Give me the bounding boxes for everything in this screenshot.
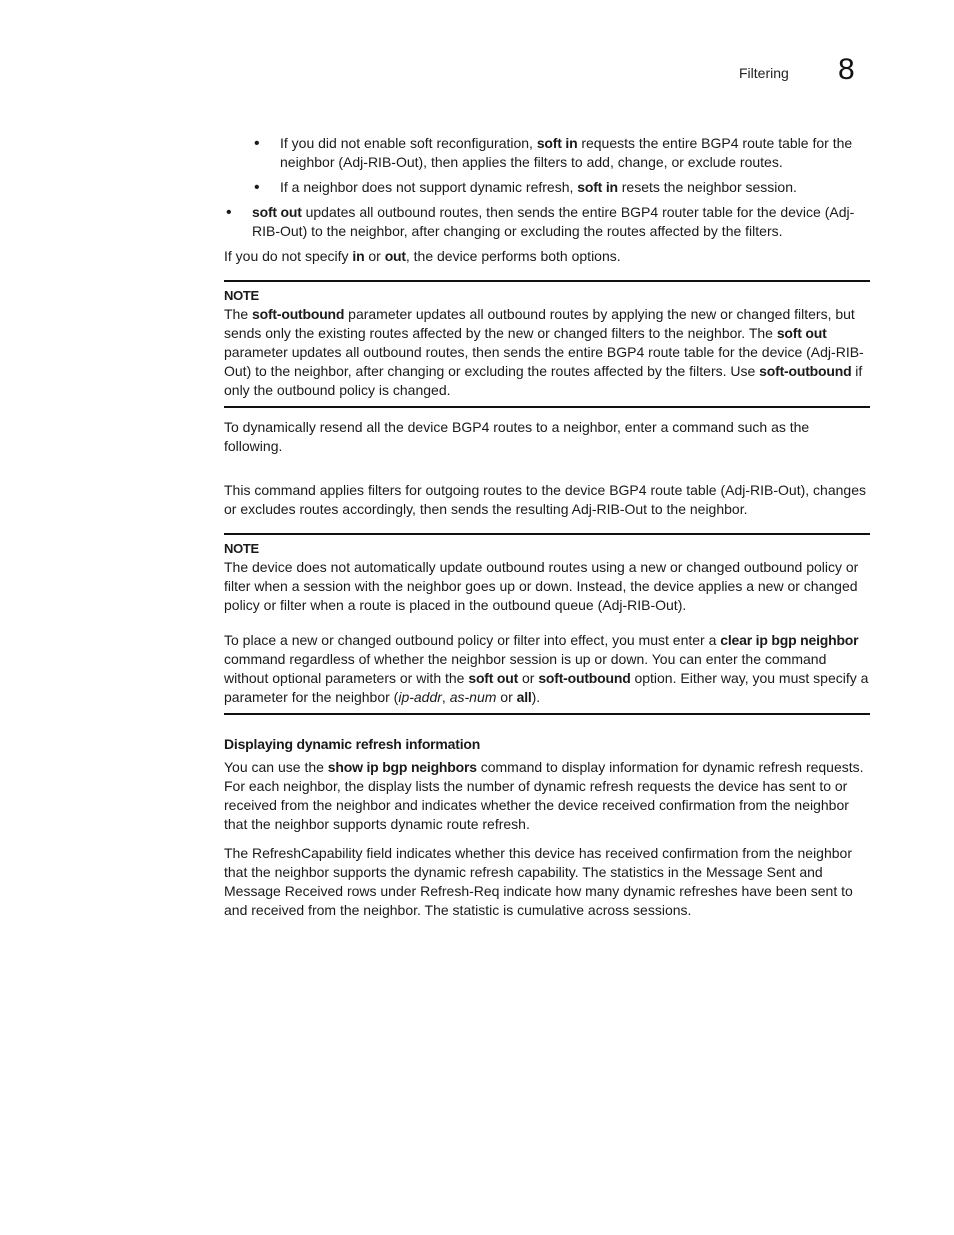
- keyword: soft-outbound: [759, 363, 852, 379]
- note-box: [224, 533, 870, 715]
- note-text: The soft-outbound parameter updates all outbound routes by applying the new or changed filters, but sends only the existing routes affected by the new or changed filters to the neighbor. The soft out parameter updates all outbound routes, then sends the entire BGP4 route table for the device (Adj-RIB-Out) to the neighbor, after changing or excluding the routes affected by the filters. Use soft-outbound if only the outbound policy is changed.: [224, 306, 864, 398]
- section-heading: Displaying dynamic refresh information: [224, 736, 481, 752]
- bullet-list: [224, 203, 870, 241]
- refresh-paragraph: The RefreshCapability field indicates whether this device has received confirmation from the neighbor that the neighbor supports the dynamic refresh capability. The statistics in the Message Sent and Message Received rows under Refresh-Req indicate how many dynamic refreshes have been sent to and received from the neighbor. The statistic is cumulative across sessions.: [224, 845, 853, 918]
- keyword: out: [384, 248, 406, 264]
- keyword: soft-outbound: [252, 306, 345, 322]
- chapter-number: 8: [838, 53, 855, 86]
- display-paragraph: You can use the show ip bgp neighbors command to display information for dynamic refresh requests. For each neighbor, the display lists the number of dynamic refresh requests the device has sent to or received from the neighbor and indicates whether the device received confirmation from the neighbor that the neighbor supports dynamic route refresh.: [224, 759, 864, 832]
- parameter: as-num: [449, 689, 497, 705]
- running-header-section: Filtering: [739, 65, 789, 81]
- note-label: NOTE: [224, 541, 259, 556]
- keyword: soft out: [252, 204, 302, 220]
- keyword: soft out: [468, 670, 519, 686]
- keyword: in: [352, 248, 365, 264]
- note-text: The device does not automatically update outbound routes using a new or changed outbound policy or filter when a session with the neighbor goes up or down. Instead, the device applies a new or changed policy or filter when a route is placed in the outbound queue (Adj-RIB-Out).: [224, 559, 859, 613]
- sub-bullet-list: [224, 134, 870, 197]
- note-label: NOTE: [224, 288, 259, 303]
- keyword: soft in: [536, 135, 578, 151]
- keyword: soft-outbound: [538, 670, 631, 686]
- options-paragraph: If you do not specify in or out, the device performs both options.: [224, 248, 621, 264]
- page-content: [224, 134, 870, 920]
- applies-paragraph: This command applies filters for outgoing routes to the device BGP4 route table (Adj-RIB-Out), changes or excludes routes accordingly, then sends the resulting Adj-RIB-Out to the neighbor.: [224, 482, 866, 517]
- keyword: all: [516, 689, 532, 705]
- keyword: clear ip bgp neighbor: [720, 632, 859, 648]
- note-box: [224, 280, 870, 408]
- keyword: soft in: [577, 179, 618, 195]
- resend-paragraph: To dynamically resend all the device BGP4 routes to a neighbor, enter a command such as the following.: [224, 419, 810, 454]
- list-item: • soft out updates all outbound routes, then sends the entire BGP4 router table for the device (Adj-RIB-Out) to the neighbor, after changing or excluding the routes affected by the filters.: [224, 203, 870, 241]
- keyword: soft out: [776, 325, 827, 341]
- keyword: show ip bgp neighbors: [327, 759, 477, 775]
- list-item: • If you did not enable soft reconfiguration, soft in requests the entire BGP4 route table for the neighbor (Adj-RIB-Out), then applies the filters to add, change, or exclude routes.: [224, 134, 870, 172]
- parameter: ip-addr: [398, 689, 442, 705]
- note-text: To place a new or changed outbound policy or filter into effect, you must enter a clear ip bgp neighbor command regardless of whether the neighbor session is up or down. You can enter the command without optional parameters or with the soft out or soft-outbound option. Either way, you must specify a parameter for the neighbor (ip-addr, as-num or all).: [224, 632, 869, 705]
- list-item: • If a neighbor does not support dynamic refresh, soft in resets the neighbor session.: [224, 178, 870, 197]
